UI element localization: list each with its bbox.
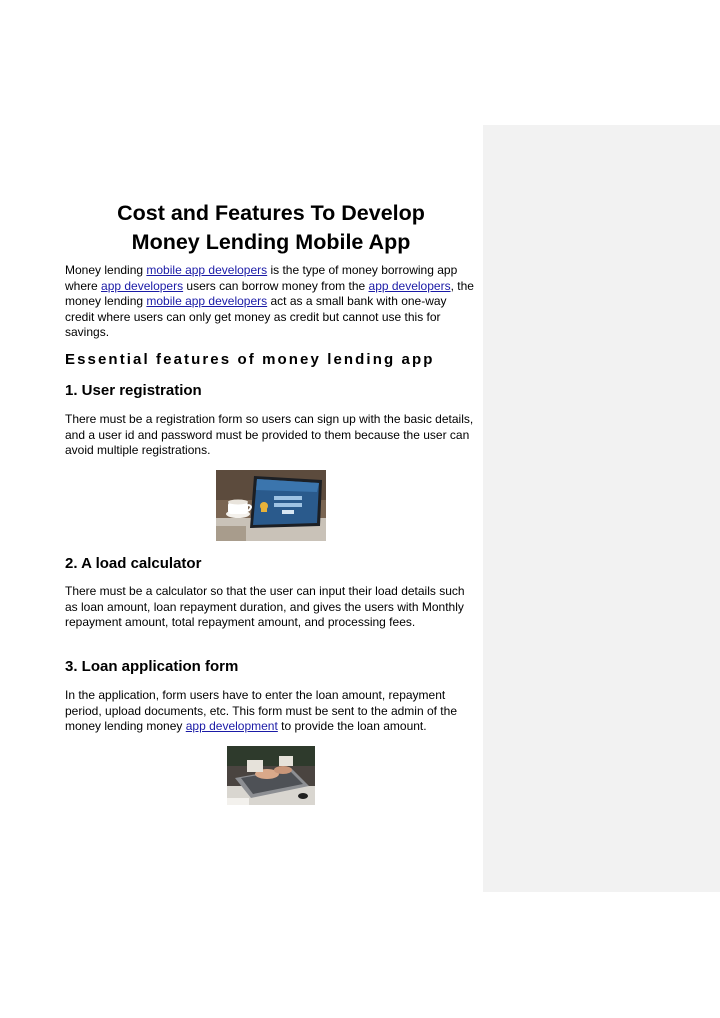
comment-pane: [483, 125, 720, 892]
mobile-app-developers-link-2[interactable]: mobile app developers: [146, 294, 268, 308]
document-title: [65, 199, 477, 257]
feature-heading-user-registration: 1. User registration: [65, 382, 202, 399]
intro-text-5: act as a small bank with one-way credit where users can only get money as credit but cannot use this for savings.: [65, 294, 447, 339]
app-developers-link-2[interactable]: app developers: [368, 278, 451, 293]
login-tablet-image-graphic: [216, 470, 326, 541]
loan-form-text-1: In the application, form users have to enter the loan amount, repayment period, upload documents, etc. This form must be sent to the admin of the money lending money: [65, 688, 457, 733]
intro-paragraph: [65, 263, 477, 341]
intro-text-1: Money lending: [65, 263, 147, 277]
mobile-app-developers-link[interactable]: mobile app developers: [146, 263, 268, 277]
laptop-typing-image: [227, 746, 315, 805]
feature-body-load-calculator: There must be a calculator so that the user can input their load details such as loan amount, loan repayment duration, and gives the users with Monthly repayment amount, total repayment amount, and processing fees.: [65, 584, 465, 629]
title-line-2: Money Lending Mobile App: [131, 230, 411, 254]
intro-text-2: is the type of money borrowing app where: [65, 263, 458, 293]
login-tablet-image: [216, 470, 326, 541]
intro-text-3: users can borrow money from the: [183, 278, 369, 293]
app-developers-link[interactable]: app developers: [101, 278, 184, 293]
feature-body-loan-application-form: [65, 688, 477, 735]
intro-text-4: , the money lending: [65, 278, 474, 308]
feature-heading-load-calculator: 2. A load calculator: [65, 555, 202, 572]
loan-form-text-2: to provide the loan amount.: [277, 719, 427, 733]
section-heading: Essential features of money lending app: [65, 351, 435, 368]
feature-body-user-registration: There must be a registration form so users can sign up with the basic details, and a user id and password must be provided to them because the user can avoid multiple registrations.: [65, 412, 474, 457]
feature-heading-loan-application-form: 3. Loan application form: [65, 658, 239, 675]
app-development-link[interactable]: app development: [185, 719, 278, 733]
laptop-typing-image-graphic: [227, 746, 315, 805]
title-line-1: Cost and Features To Develop: [117, 201, 425, 225]
